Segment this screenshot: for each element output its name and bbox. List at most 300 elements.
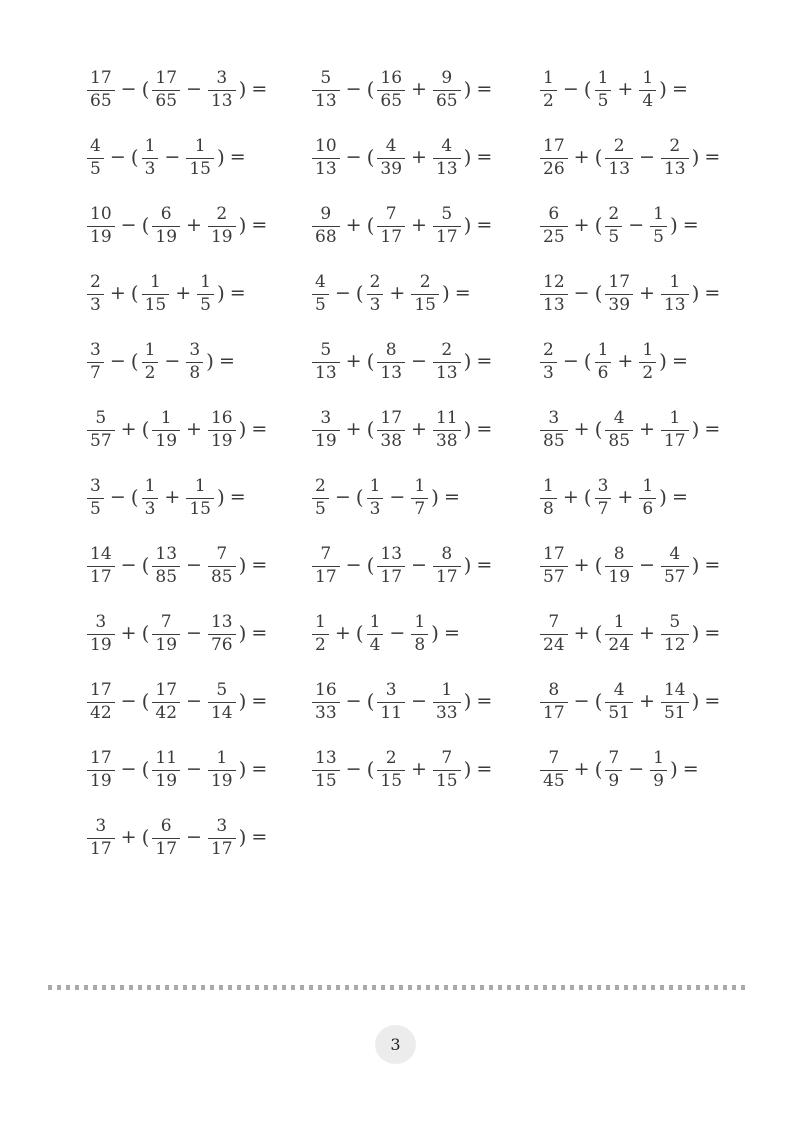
fraction-b <box>142 477 159 518</box>
fraction-a-denominator: 13 <box>315 90 337 111</box>
close-paren: ) <box>431 485 439 509</box>
fraction-a-denominator: 17 <box>90 838 112 859</box>
worksheet-cell <box>538 56 793 124</box>
equals-sign: = <box>229 486 246 508</box>
worksheet-cell <box>538 532 793 600</box>
fraction-b-denominator: 15 <box>380 770 403 791</box>
fraction-c-numerator: 16 <box>208 409 236 430</box>
close-paren: ) <box>691 145 700 169</box>
fraction-b <box>377 341 405 382</box>
fraction-b <box>152 681 180 722</box>
fraction-a <box>540 545 568 586</box>
equals-sign: = <box>251 554 268 576</box>
fraction-a-denominator: 24 <box>543 634 565 655</box>
close-paren: ) <box>441 281 450 305</box>
fraction-a-numerator: 3 <box>312 409 340 430</box>
fraction-c-denominator: 7 <box>414 498 426 519</box>
worksheet-cell <box>310 736 538 804</box>
close-paren: ) <box>216 485 225 509</box>
fraction-c <box>433 409 461 450</box>
fraction-c-denominator: 19 <box>210 226 233 247</box>
fraction-problem <box>85 681 267 722</box>
fraction-c-numerator: 4 <box>661 545 689 566</box>
fraction-c-denominator: 13 <box>663 158 686 179</box>
fraction-b-denominator: 85 <box>608 430 631 451</box>
fraction-b-denominator: 17 <box>380 566 403 587</box>
equals-sign: = <box>476 146 493 168</box>
operator-2: − <box>389 622 406 644</box>
equals-sign: = <box>229 146 246 168</box>
fraction-c-numerator: 13 <box>208 613 236 634</box>
operator-1: − <box>120 690 137 712</box>
fraction-c-numerator: 3 <box>208 69 236 90</box>
equals-sign: = <box>251 690 268 712</box>
operator-2: − <box>389 486 406 508</box>
equals-sign: = <box>476 78 493 100</box>
open-paren: ( <box>594 281 603 305</box>
fraction-c-numerator: 9 <box>433 69 461 90</box>
fraction-b-denominator: 15 <box>144 294 167 315</box>
equals-sign: = <box>682 214 699 236</box>
fraction-c-denominator: 17 <box>663 430 686 451</box>
fraction-c <box>208 817 236 858</box>
operator-1: + <box>573 622 590 644</box>
fraction-b <box>377 205 405 246</box>
fraction-a <box>87 409 115 450</box>
fraction-a <box>540 477 557 518</box>
fraction-problem <box>310 749 492 790</box>
operator-2: − <box>411 350 427 372</box>
close-paren: ) <box>463 553 472 577</box>
equals-sign: = <box>454 282 471 304</box>
fraction-c-denominator: 13 <box>663 294 686 315</box>
fraction-a-numerator: 9 <box>312 205 340 226</box>
fraction-a-denominator: 57 <box>543 566 565 587</box>
close-paren: ) <box>659 77 667 101</box>
fraction-a <box>540 137 568 178</box>
open-paren: ( <box>366 417 375 441</box>
fraction-a-numerator: 3 <box>87 477 104 498</box>
fraction-b <box>605 409 633 450</box>
fraction-c <box>433 205 461 246</box>
fraction-problem <box>85 409 267 450</box>
fraction-a-denominator: 19 <box>90 770 112 791</box>
operator-2: − <box>186 690 202 712</box>
open-paren: ( <box>583 349 592 373</box>
fraction-c <box>186 477 214 518</box>
fraction-problem <box>538 681 720 722</box>
operator-1: − <box>345 146 362 168</box>
fraction-c-denominator: 6 <box>642 498 654 519</box>
fraction-b-numerator: 1 <box>595 69 612 90</box>
fraction-b <box>605 545 633 586</box>
close-paren: ) <box>463 757 472 781</box>
fraction-problem <box>538 137 720 178</box>
open-paren: ( <box>141 417 150 441</box>
fraction-c-denominator: 13 <box>210 90 233 111</box>
worksheet-cell <box>85 668 310 736</box>
fraction-c-denominator: 8 <box>414 634 426 655</box>
operator-1: − <box>334 282 351 304</box>
operator-1: + <box>573 758 590 780</box>
fraction-b <box>367 273 384 314</box>
fraction-b-numerator: 1 <box>605 613 633 634</box>
worksheet-cell <box>538 396 793 464</box>
fraction-c-denominator: 19 <box>210 430 233 451</box>
fraction-a-numerator: 3 <box>540 409 568 430</box>
fraction-b-numerator: 6 <box>152 817 180 838</box>
open-paren: ( <box>130 145 139 169</box>
fraction-b-numerator: 2 <box>605 205 622 226</box>
fraction-c-denominator: 38 <box>435 430 458 451</box>
equals-sign: = <box>671 350 688 372</box>
fraction-problem <box>538 545 720 586</box>
fraction-b-denominator: 38 <box>380 430 403 451</box>
fraction-b-numerator: 1 <box>152 409 180 430</box>
operator-2: + <box>411 78 427 100</box>
worksheet-cell <box>85 192 310 260</box>
fraction-a <box>540 273 568 314</box>
fraction-b-numerator: 1 <box>595 341 612 362</box>
fraction-a-denominator: 85 <box>543 430 565 451</box>
worksheet-cell <box>310 192 538 260</box>
equals-sign: = <box>443 622 460 644</box>
operator-2: + <box>639 282 655 304</box>
equals-sign: = <box>476 690 493 712</box>
worksheet-cell <box>538 328 793 396</box>
fraction-a <box>87 681 115 722</box>
fraction-c <box>208 613 236 654</box>
equals-sign: = <box>251 418 268 440</box>
fraction-b-denominator: 7 <box>597 498 609 519</box>
fraction-c <box>411 273 439 314</box>
operator-1: − <box>345 78 362 100</box>
fraction-c-denominator: 4 <box>642 90 654 111</box>
fraction-b <box>595 69 612 110</box>
equals-sign: = <box>476 418 493 440</box>
worksheet-cell <box>310 260 538 328</box>
worksheet-cell <box>310 56 538 124</box>
open-paren: ( <box>141 621 150 645</box>
fraction-b <box>605 681 633 722</box>
fraction-a-numerator: 5 <box>312 341 340 362</box>
fraction-c-numerator: 4 <box>433 137 461 158</box>
fraction-a <box>540 749 568 790</box>
fraction-a <box>87 477 104 518</box>
fraction-a-denominator: 19 <box>90 226 112 247</box>
equals-sign: = <box>704 622 721 644</box>
close-paren: ) <box>669 213 678 237</box>
fraction-c <box>661 273 689 314</box>
fraction-a-denominator: 13 <box>315 158 337 179</box>
fraction-a-numerator: 17 <box>87 681 115 702</box>
fraction-b <box>377 545 405 586</box>
fraction-c-denominator: 65 <box>435 90 458 111</box>
fraction-b-denominator: 3 <box>369 294 381 315</box>
fraction-c-denominator: 57 <box>663 566 686 587</box>
close-paren: ) <box>238 553 247 577</box>
fraction-b-numerator: 2 <box>605 137 633 158</box>
fraction-b-numerator: 2 <box>377 749 405 770</box>
fraction-c-denominator: 19 <box>210 770 233 791</box>
fraction-c-numerator: 1 <box>661 409 689 430</box>
fraction-problem <box>85 613 267 654</box>
fraction-a-denominator: 2 <box>543 90 554 111</box>
fraction-a <box>87 137 104 178</box>
fraction-b-denominator: 4 <box>369 634 381 655</box>
worksheet-cell <box>310 396 538 464</box>
fraction-b-denominator: 11 <box>380 702 403 723</box>
open-paren: ( <box>594 689 603 713</box>
fraction-a-denominator: 13 <box>315 362 337 383</box>
fraction-a-denominator: 42 <box>90 702 112 723</box>
close-paren: ) <box>463 349 472 373</box>
fraction-c-numerator: 1 <box>186 477 214 498</box>
fraction-c <box>208 681 236 722</box>
close-paren: ) <box>669 757 678 781</box>
operator-1: + <box>109 282 126 304</box>
equals-sign: = <box>704 554 721 576</box>
fraction-c <box>639 341 656 382</box>
fraction-b <box>605 137 633 178</box>
fraction-c-numerator: 2 <box>208 205 236 226</box>
equals-sign: = <box>704 418 721 440</box>
operator-1: + <box>334 622 351 644</box>
fraction-c <box>208 545 236 586</box>
fraction-a-denominator: 15 <box>315 770 337 791</box>
fraction-c-numerator: 3 <box>208 817 236 838</box>
fraction-c <box>433 545 461 586</box>
open-paren: ( <box>366 553 375 577</box>
fraction-c-numerator: 1 <box>433 681 461 702</box>
fraction-b <box>377 137 405 178</box>
fraction-a-denominator: 19 <box>90 634 112 655</box>
fraction-problem <box>85 749 267 790</box>
fraction-b <box>377 749 405 790</box>
fraction-problem <box>310 545 492 586</box>
fraction-c-numerator: 1 <box>639 69 656 90</box>
fraction-a <box>87 749 115 790</box>
open-paren: ( <box>583 485 592 509</box>
fraction-a-numerator: 14 <box>87 545 115 566</box>
fraction-b-numerator: 7 <box>605 749 622 770</box>
fraction-a-denominator: 13 <box>543 294 565 315</box>
open-paren: ( <box>366 689 375 713</box>
fraction-problem <box>85 273 246 314</box>
fraction-b <box>595 477 612 518</box>
fraction-c <box>208 409 236 450</box>
fraction-c-denominator: 33 <box>435 702 458 723</box>
fraction-b-denominator: 39 <box>608 294 631 315</box>
fraction-c-numerator: 8 <box>433 545 461 566</box>
close-paren: ) <box>238 825 247 849</box>
operator-1: − <box>120 214 137 236</box>
fraction-a-numerator: 7 <box>312 545 340 566</box>
close-paren: ) <box>216 281 225 305</box>
fraction-problem <box>538 205 699 246</box>
fraction-a-numerator: 8 <box>540 681 568 702</box>
fraction-b-denominator: 3 <box>144 498 156 519</box>
fraction-a-denominator: 26 <box>543 158 565 179</box>
fraction-a <box>312 477 329 518</box>
operator-2: + <box>389 282 406 304</box>
fraction-c <box>208 69 236 110</box>
close-paren: ) <box>216 145 225 169</box>
open-paren: ( <box>130 349 139 373</box>
open-paren: ( <box>594 213 603 237</box>
fraction-c-numerator: 1 <box>650 749 667 770</box>
worksheet-cell <box>310 464 538 532</box>
fraction-c-numerator: 5 <box>433 205 461 226</box>
fraction-problem <box>310 341 492 382</box>
fraction-a-denominator: 57 <box>90 430 112 451</box>
operator-2: + <box>411 418 427 440</box>
fraction-b <box>367 477 384 518</box>
operator-2: − <box>164 146 181 168</box>
fraction-b-denominator: 13 <box>380 362 403 383</box>
worksheet-cell <box>85 260 310 328</box>
fraction-b-numerator: 1 <box>142 137 159 158</box>
fraction-a-numerator: 3 <box>87 341 104 362</box>
fraction-problem <box>310 205 492 246</box>
fraction-b-numerator: 4 <box>377 137 405 158</box>
fraction-b <box>605 205 622 246</box>
fraction-a <box>312 613 329 654</box>
fraction-a <box>312 681 340 722</box>
fraction-problem <box>538 613 720 654</box>
open-paren: ( <box>355 621 364 645</box>
fraction-c <box>661 137 689 178</box>
open-paren: ( <box>366 213 375 237</box>
fraction-b <box>377 409 405 450</box>
equals-sign: = <box>476 554 493 576</box>
fraction-a <box>540 409 568 450</box>
fraction-a-denominator: 2 <box>315 634 326 655</box>
operator-1: + <box>345 214 362 236</box>
fraction-b-numerator: 1 <box>142 273 170 294</box>
fraction-c-denominator: 15 <box>189 498 211 519</box>
fraction-a-numerator: 3 <box>87 817 115 838</box>
operator-1: − <box>334 486 351 508</box>
operator-1: + <box>562 486 579 508</box>
fraction-problem <box>310 69 492 110</box>
operator-1: − <box>345 758 362 780</box>
operator-2: + <box>175 282 192 304</box>
fraction-problem <box>85 341 235 382</box>
worksheet-cell <box>538 736 793 804</box>
fraction-a-numerator: 5 <box>87 409 115 430</box>
operator-2: + <box>411 214 427 236</box>
operator-1: − <box>573 282 590 304</box>
fraction-b-numerator: 7 <box>377 205 405 226</box>
operator-2: − <box>186 554 202 576</box>
fraction-b-numerator: 3 <box>377 681 405 702</box>
fraction-c-numerator: 1 <box>208 749 236 770</box>
fraction-b-denominator: 19 <box>155 634 178 655</box>
open-paren: ( <box>141 825 150 849</box>
fraction-b-numerator: 17 <box>152 69 180 90</box>
fraction-b-denominator: 65 <box>155 90 178 111</box>
fraction-b <box>605 273 633 314</box>
fraction-a-numerator: 10 <box>312 137 340 158</box>
equals-sign: = <box>251 826 268 848</box>
fraction-a-numerator: 16 <box>312 681 340 702</box>
fraction-a-numerator: 12 <box>540 273 568 294</box>
fraction-b-denominator: 2 <box>144 362 156 383</box>
fraction-c <box>661 545 689 586</box>
worksheet-cell <box>85 736 310 804</box>
fraction-a-denominator: 68 <box>315 226 337 247</box>
fraction-c-numerator: 5 <box>208 681 236 702</box>
open-paren: ( <box>141 689 150 713</box>
fraction-b-numerator: 1 <box>142 341 159 362</box>
fraction-c-numerator: 3 <box>186 341 203 362</box>
operator-2: + <box>639 418 655 440</box>
fraction-problem <box>538 749 699 790</box>
fraction-problem <box>85 137 246 178</box>
worksheet-cell <box>85 124 310 192</box>
fraction-b-numerator: 2 <box>367 273 384 294</box>
fraction-problem <box>85 477 246 518</box>
fraction-problem <box>85 205 267 246</box>
fraction-c-numerator: 1 <box>197 273 214 294</box>
close-paren: ) <box>238 213 247 237</box>
operator-2: − <box>628 758 645 780</box>
equals-sign: = <box>229 282 246 304</box>
fraction-b <box>377 69 405 110</box>
fraction-b-denominator: 39 <box>380 158 403 179</box>
close-paren: ) <box>463 689 472 713</box>
fraction-problem <box>538 341 688 382</box>
fraction-b-numerator: 13 <box>377 545 405 566</box>
fraction-a-denominator: 8 <box>543 498 554 519</box>
operator-1: − <box>120 554 137 576</box>
fraction-a-denominator: 65 <box>90 90 112 111</box>
fraction-a-denominator: 17 <box>543 702 565 723</box>
fraction-c <box>433 681 461 722</box>
fraction-a-numerator: 2 <box>312 477 329 498</box>
operator-2: + <box>639 622 655 644</box>
fraction-b-denominator: 17 <box>380 226 403 247</box>
fraction-a <box>312 205 340 246</box>
worksheet-cell <box>85 396 310 464</box>
fraction-a-denominator: 19 <box>315 430 337 451</box>
fraction-problem <box>310 613 460 654</box>
fraction-b <box>142 137 159 178</box>
fraction-a <box>540 681 568 722</box>
fraction-a-numerator: 4 <box>312 273 329 294</box>
fraction-c-denominator: 12 <box>663 634 686 655</box>
fraction-c-denominator: 51 <box>663 702 686 723</box>
fraction-problem <box>538 409 720 450</box>
fraction-c-numerator: 1 <box>186 137 214 158</box>
equals-sign: = <box>476 758 493 780</box>
fraction-b-numerator: 6 <box>152 205 180 226</box>
fraction-c-numerator: 1 <box>639 341 656 362</box>
fraction-c <box>197 273 214 314</box>
fraction-c-denominator: 13 <box>435 362 458 383</box>
close-paren: ) <box>238 77 247 101</box>
fraction-a <box>312 137 340 178</box>
operator-2: − <box>639 554 655 576</box>
fraction-a <box>87 817 115 858</box>
fraction-problem <box>310 477 460 518</box>
open-paren: ( <box>141 757 150 781</box>
fraction-c <box>433 137 461 178</box>
fraction-b-numerator: 7 <box>152 613 180 634</box>
fraction-a <box>540 613 568 654</box>
operator-2: − <box>164 350 181 372</box>
